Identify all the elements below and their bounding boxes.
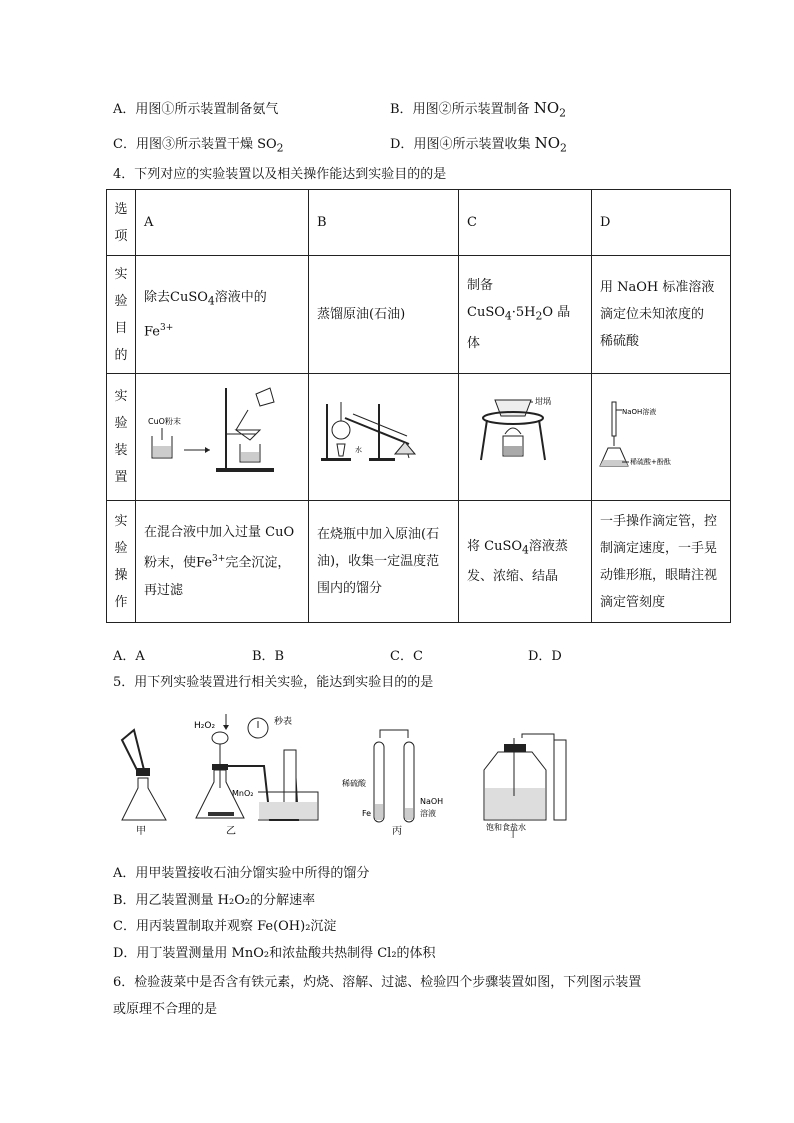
label-stopwatch: 秒表 xyxy=(274,717,293,727)
q4-table xyxy=(106,189,731,623)
q4-stem: 4．下列对应的实验装置以及相关操作能达到实验目的的是 xyxy=(113,167,447,182)
apparatus-yi xyxy=(194,714,318,837)
cuo-label: CuO粉末 xyxy=(148,417,181,426)
apparatus-jia xyxy=(122,730,166,837)
operation-c: 将 CuSO$_4$溶液蒸 发、浓缩、结晶 xyxy=(459,501,592,623)
purpose-d: 用 NaOH 标准溶液 滴定位未知浓度的 稀硫酸 xyxy=(592,256,731,374)
header-c: C xyxy=(459,190,592,256)
q4-answer-d: D．D xyxy=(528,649,562,664)
label-mno2: MnO₂ xyxy=(232,789,254,798)
purpose-c: 制备 $CuSO_4\cdot 5H_2O$ 晶 体 xyxy=(459,256,592,374)
label-solution: 溶液 xyxy=(420,809,436,818)
header-b: B xyxy=(309,190,459,256)
label-brine: 饱和食盐水 xyxy=(486,823,526,832)
label-naoh: NaOH xyxy=(420,797,444,806)
row-label-apparatus: 实 验 装 置 xyxy=(107,374,136,501)
apparatus-ding xyxy=(484,734,566,838)
q3-option-c: C．用图③所示装置干燥 $SO_2$ xyxy=(113,137,284,155)
operation-d: 一手操作滴定管，控 制滴定速度，一手晃 动锥形瓶，眼睛注视 滴定管刻度 xyxy=(592,501,731,623)
purpose-a: 除去CuSO$_4$溶液中的 $Fe^{3+}$ xyxy=(136,256,309,374)
operation-a: 在混合液中加入过量 CuO 粉末，使$Fe^{3+}$完全沉淀， 再过滤 xyxy=(136,501,309,623)
q5-option-a: A．用甲装置接收石油分馏实验中所得的馏分 xyxy=(113,866,370,881)
q5-option-b: B．用乙装置测量 H₂O₂的分解速率 xyxy=(113,893,316,908)
svg-text:水: 水 xyxy=(355,446,362,454)
q6-stem-line1: 6．检验菠菜中是否含有铁元素，灼烧、溶解、过滤、检验四个步骤装置如图，下列图示装置 xyxy=(113,975,642,990)
q3-option-d: D．用图④所示装置收集 $NO_2$ xyxy=(390,134,567,155)
q4-answer-a: A．A xyxy=(113,649,145,664)
header-d: D xyxy=(592,190,731,256)
q5-stem: 5．用下列实验装置进行相关实验，能达到实验目的的是 xyxy=(113,675,434,690)
q4-answer-c: C．C xyxy=(390,649,423,664)
purpose-b: 蒸馏原油(石油) xyxy=(309,256,459,374)
apparatus-a xyxy=(136,374,309,501)
q5-figure xyxy=(108,708,578,838)
acid-label: 稀硫酸+酚酞 xyxy=(630,458,671,466)
crucible-label: 坩埚 xyxy=(535,397,551,406)
q5-option-c: C．用丙装置制取并观察 Fe(OH)₂沉淀 xyxy=(113,919,337,934)
label-jia: 甲 xyxy=(136,826,146,837)
q3-option-a: A．用图①所示装置制备氨气 xyxy=(113,102,279,117)
label-fe: Fe xyxy=(362,809,372,818)
apparatus-c xyxy=(459,374,592,501)
q6-stem-line2: 或原理不合理的是 xyxy=(113,1002,218,1017)
q3-option-b: B．用图②所示装置制备 $NO_2$ xyxy=(390,99,567,120)
apparatus-bing xyxy=(342,730,443,837)
operation-b: 在烧瓶中加入原油(石 油)，收集一定温度范 围内的馏分 xyxy=(309,501,459,623)
row-label-option: 选 项 xyxy=(107,190,136,256)
q5-option-d: D．用丁装置测量用 MnO₂和浓盐酸共热制得 Cl₂的体积 xyxy=(113,946,436,961)
label-bing: 丙 xyxy=(392,826,402,837)
apparatus-b xyxy=(309,374,459,501)
apparatus-d xyxy=(592,374,731,501)
q4-answer-b: B．B xyxy=(252,649,285,664)
label-dilute-acid: 稀硫酸 xyxy=(342,779,366,788)
label-ding: 丁 xyxy=(508,830,518,838)
label-h2o2: H₂O₂ xyxy=(194,721,216,731)
row-label-purpose: 实 验 目 的 xyxy=(107,256,136,374)
naoh-label: NaOH溶液 xyxy=(622,408,657,416)
label-yi: 乙 xyxy=(226,826,236,837)
header-a: A xyxy=(136,190,309,256)
row-label-operation: 实 验 操 作 xyxy=(107,501,136,623)
